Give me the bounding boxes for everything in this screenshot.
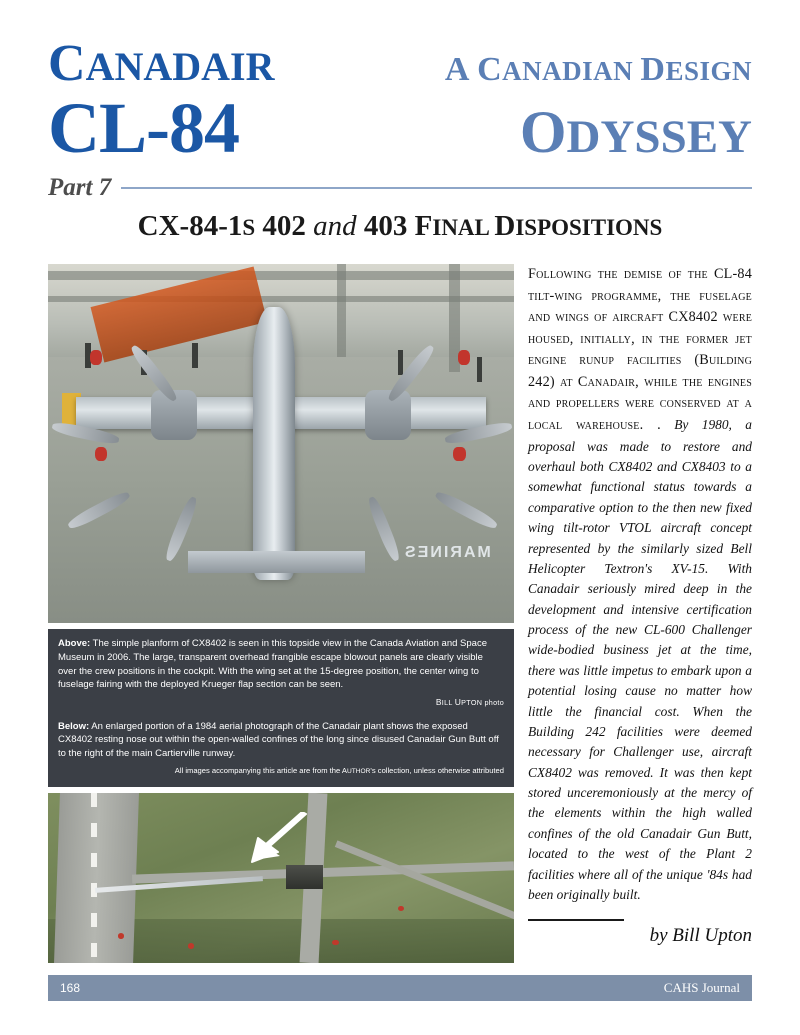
byline-rule bbox=[528, 919, 624, 921]
propeller-tip bbox=[90, 350, 102, 364]
ground-marker bbox=[332, 940, 339, 946]
part-row bbox=[48, 174, 752, 202]
masthead bbox=[48, 35, 752, 243]
article-main-italic-text: By 1980, a proposal was made to restore and overhaul both CX8402 and CX8403 to a somewhat functional status towards a comparative option to the then new fixed wing tilt-rotor VTOL aircraft concept represented by the similarly sized Bell Helicopter Textron's XV-15. With Canadair seriously mired deep in the development and intensive certification process of the new CL-600 Challenger wide-bodied business jet at the time, there was little impetus to embark upon a potential losing cause no matter how little the financial cost. When the Building 242 facilities were deemed necessary for Challenger use, aircraft CX8402 was removed. It was then kept stored unceremoniously at the mercy of the elements within the high walled confines of the old Canadair Gun Butt, located to the west of the Plant 2 facilities where all of the unique '84s had been originally built. bbox=[528, 417, 752, 902]
propeller-tip bbox=[95, 447, 107, 461]
magazine-title-canadair: CANADAIR bbox=[48, 35, 275, 92]
caption-photo-credit: BILL UPTON photo bbox=[435, 697, 504, 708]
article-opening-smallcaps: Following the demise of the CL-84 tilt-wing programme, the fuselage and wings of aircraft CX8402 were housed, initially, in the former jet engine runup facilities (Building 242) at Canadair, while the engines and propellers were conserved at a local warehouse. . bbox=[528, 266, 752, 434]
left-column bbox=[48, 264, 514, 963]
title-odyssey: ODYSSEY bbox=[519, 99, 752, 165]
caption-below: Below: An enlarged portion of a 1984 aerial photograph of the Canadair plant shows the exposed CX8402 resting nose out within the open-walled confines of the long since disused Canadair Gun Butt off to the right of the main Cartierville runway. bbox=[58, 720, 499, 760]
propeller-tip bbox=[458, 350, 470, 364]
stanchion bbox=[477, 357, 483, 382]
article-body bbox=[528, 264, 752, 905]
horizontal-rule bbox=[121, 187, 752, 189]
part-label: Part 7 bbox=[48, 174, 112, 201]
stanchion bbox=[192, 343, 198, 368]
stanchion bbox=[398, 350, 404, 375]
caption-all-images-note: All images accompanying this article are from the AUTHOR's collection, unless otherwise attributed bbox=[174, 765, 504, 775]
caption-divider bbox=[58, 713, 504, 720]
kicker-a-canadian-design: A CANADIAN DESIGN bbox=[444, 51, 752, 88]
ground-marker bbox=[188, 943, 195, 949]
propeller-tip bbox=[453, 447, 465, 461]
runway-centerline-markings bbox=[91, 793, 97, 963]
title-row-secondary bbox=[48, 88, 752, 168]
caption-above: Above: The simple planform of CX8402 is seen in this topside view in the Canada Aviation and Space Museum in 2006. The large, transparent overhead frangible escape blowout panels are clearly visible over the crew positions in the cockpit. With the wing set at the 15-degree position, the center wing to fuselage fairing with the deployed Krueger flap section can be seen. bbox=[58, 638, 487, 691]
photo-aerial-1984-canadair-plant bbox=[48, 793, 514, 963]
photo-cx8402-museum-topside bbox=[48, 264, 514, 623]
journal-name: CAHS Journal bbox=[663, 980, 740, 995]
hangar-beam bbox=[48, 271, 514, 280]
title-cl-84: CL-84 bbox=[48, 88, 239, 168]
gun-butt-structure bbox=[286, 865, 323, 889]
photo-caption-block bbox=[48, 629, 514, 787]
aircraft-tailplane bbox=[188, 551, 365, 573]
cartierville-runway bbox=[54, 793, 140, 963]
hangar-column bbox=[337, 264, 346, 357]
title-row-primary bbox=[48, 35, 752, 92]
article-byline: by Bill Upton bbox=[649, 924, 752, 946]
ground-marker bbox=[118, 933, 125, 939]
aircraft-fuselage bbox=[253, 307, 295, 580]
page-number: 168 bbox=[60, 981, 81, 995]
article-subtitle: CX-84-1S 402 and 403 FINAL DISPOSITIONS bbox=[137, 210, 663, 242]
page-footer bbox=[48, 975, 752, 1001]
right-column bbox=[528, 264, 752, 947]
background-aircraft-marines-text: MARINES bbox=[402, 543, 491, 561]
